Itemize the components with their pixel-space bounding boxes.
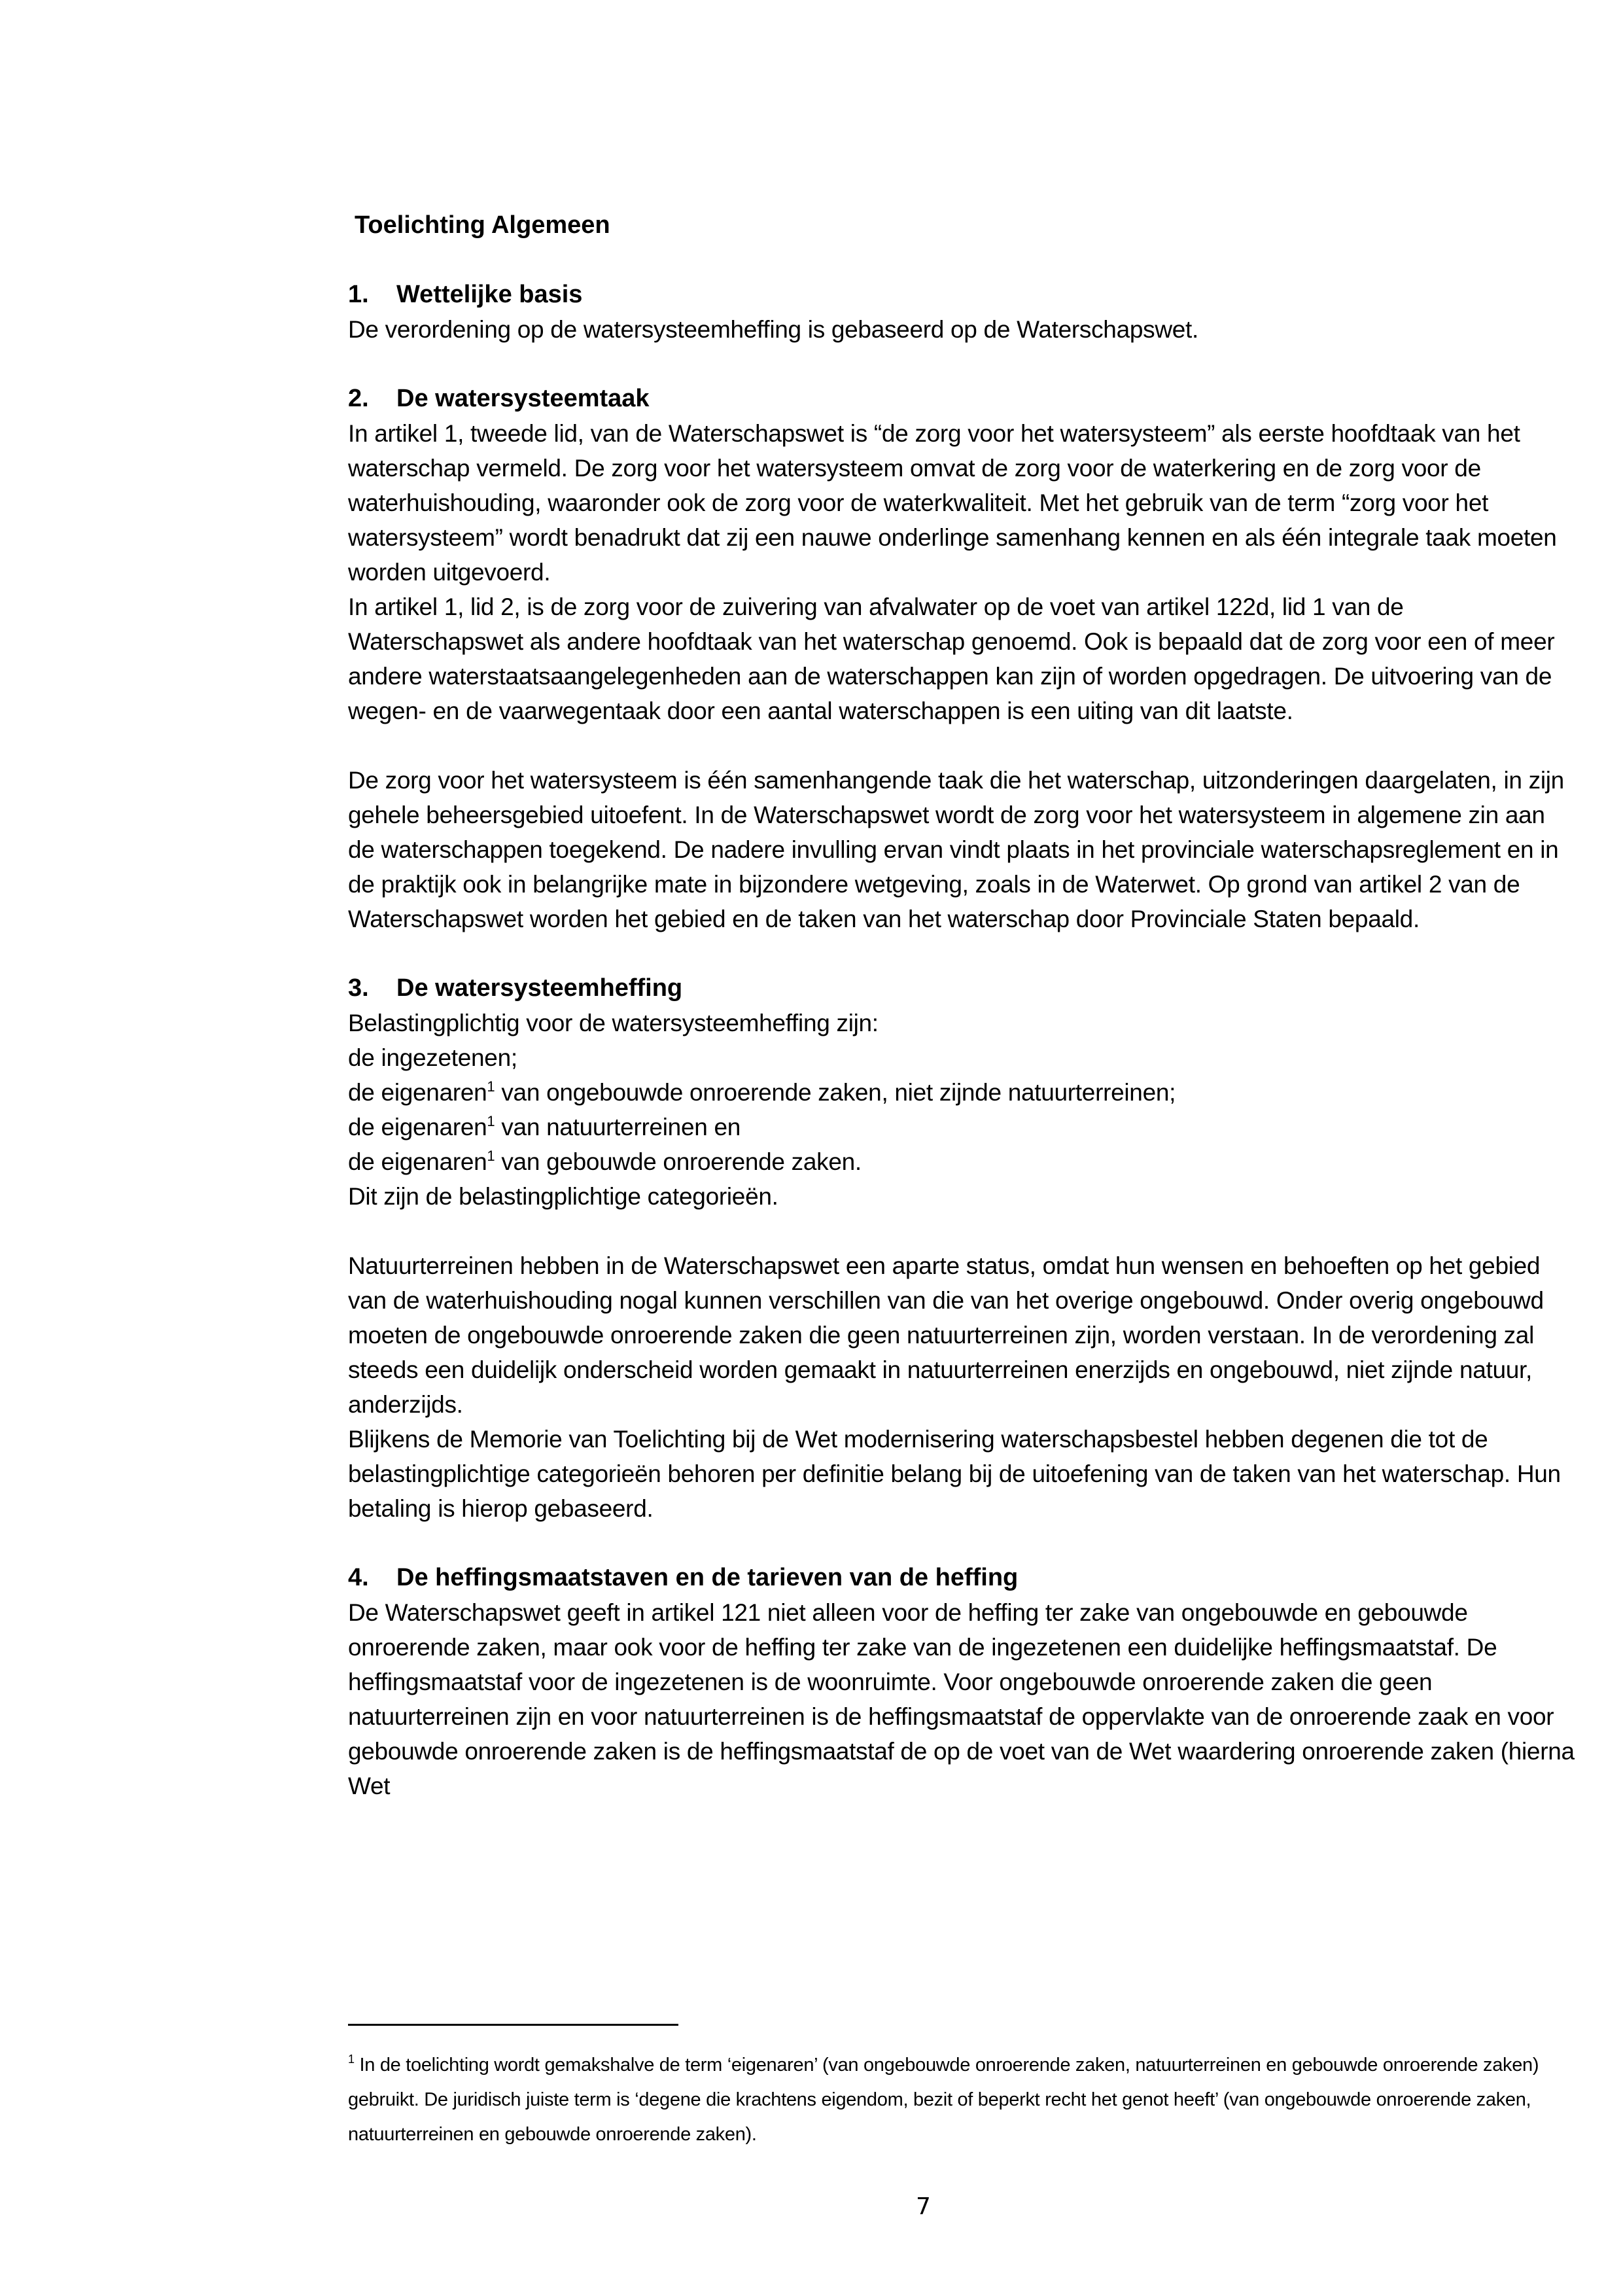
list-item-text: van gebouwde onroerende zaken. xyxy=(495,1148,862,1175)
section-watersysteemtaak xyxy=(348,381,1578,936)
paragraph: In artikel 1, lid 2, is de zorg voor de zuivering van afvalwater op de voet van artikel 122d, lid 1 van de Waterschapswet als andere hoofdtaak van het waterschap genoemd. Ook is bepaald dat de zorg voor een of meer andere waterstaatsaangelegenheden aan de waterschappen kan zijn of worden opgedragen. De uitvoering van de wegen- en de vaarwegentaak door een aantal waterschappen is een uiting van dit laatste. xyxy=(348,593,1555,724)
list-item-text: de ingezetenen; xyxy=(348,1044,517,1071)
spacer xyxy=(348,1214,1578,1248)
list-item xyxy=(348,1075,1578,1110)
footnote-reference[interactable]: 1 xyxy=(487,1113,495,1129)
section-number: 2. xyxy=(348,385,369,412)
document-title: Toelichting Algemeen xyxy=(355,211,610,239)
taxpayer-category-list xyxy=(348,1040,1578,1179)
paragraph: De verordening op de watersysteemheffing is gebaseerd op de Waterschapswet. xyxy=(348,316,1198,343)
section-heading xyxy=(348,971,1578,1006)
footnote-reference[interactable]: 1 xyxy=(487,1148,495,1164)
document-page xyxy=(348,208,1578,1803)
list-item xyxy=(348,1110,1578,1144)
page-number: 7 xyxy=(916,2193,931,2220)
section-heading xyxy=(348,381,1578,416)
section-heading xyxy=(348,277,1578,312)
paragraph: De Waterschapswet geeft in artikel 121 niet alleen voor de heffing ter zake van ongebouwde en gebouwde onroerende zaken, maar ook voor de heffing ter zake van de ingezetenen een duidelijke heffingsmaatstaf. De heffingsmaatstaf voor de ingezetenen is de woonruimte. Voor ongebouwde onroerende zaken die geen natuurterreinen zijn en voor natuurterreinen is de heffingsmaatstaf de oppervlakte van de onroerende zaak en voor gebouwde onroerende zaken is de heffingsmaatstaf de op de voet van de Wet waardering onroerende zaken (hierna Wet xyxy=(348,1599,1575,1799)
paragraph: Blijkens de Memorie van Toelichting bij de Wet modernisering waterschapsbestel hebben degenen die tot de belastingplichtige categorieën behoren per definitie belang bij de uitoefening van de taken van het waterschap. Hun betaling is hierop gebaseerd. xyxy=(348,1426,1561,1522)
spacer xyxy=(348,347,1578,381)
footnote-text: In de toelichting wordt gemakshalve de term ‘eigenaren’ (van ongebouwde onroerende zaken, natuurterreinen en gebouwde onroerende zaken) gebruikt. De juridisch juiste term is ‘degene die krachtens eigendom, bezit of beperkt recht het genot heeft’ (van ongebouwde onroerende zaken, natuurterreinen en gebouwde onroerende zaken). xyxy=(348,2055,1539,2145)
spacer xyxy=(348,1526,1578,1561)
list-outro: Dit zijn de belastingplichtige categorieën. xyxy=(348,1183,778,1210)
section-number: 4. xyxy=(348,1564,369,1591)
list-item-text: van ongebouwde onroerende zaken, niet zijnde natuurterreinen; xyxy=(495,1079,1176,1106)
spacer xyxy=(348,936,1578,971)
section-number: 1. xyxy=(348,281,369,308)
spacer xyxy=(348,728,1578,763)
footnote-marker: 1 xyxy=(348,2053,355,2066)
section-heading xyxy=(348,1561,1578,1595)
paragraph: De zorg voor het watersysteem is één samenhangende taak die het waterschap, uitzonderingen daargelaten, in zijn gehele beheersgebied uitoefent. In de Waterschapswet wordt de zorg voor het watersysteem in algemene zin aan de waterschappen toegekend. De nadere invulling ervan vindt plaats in het provinciale waterschapsreglement en in de praktijk ook in belangrijke mate in bijzondere wetgeving, zoals in de Waterwet. Op grond van artikel 2 van de Waterschapswet worden het gebied en de taken van het waterschap door Provinciale Staten bepaald. xyxy=(348,767,1564,932)
section-title: Wettelijke basis xyxy=(396,281,583,308)
list-intro: Belastingplichtig voor de watersysteemheffing zijn: xyxy=(348,1010,879,1036)
list-item-text: van natuurterreinen en xyxy=(495,1114,741,1140)
paragraph: Natuurterreinen hebben in de Waterschapswet een aparte status, omdat hun wensen en behoeften op het gebied van de waterhuishouding nogal kunnen verschillen van die van het overige ongebouwd. Onder overig ongebouwd moeten de ongebouwde onroerende zaken die geen natuurterreinen zijn, worden verstaan. In de verordening zal steeds een duidelijk onderscheid worden gemaakt in natuurterreinen enerzijds en ongebouwd, niet zijnde natuur, anderzijds. xyxy=(348,1252,1544,1418)
list-item xyxy=(348,1144,1578,1179)
footnote-reference[interactable]: 1 xyxy=(487,1078,495,1095)
list-item-text: de eigenaren xyxy=(348,1114,487,1140)
paragraph: In artikel 1, tweede lid, van de Waterschapswet is “de zorg voor het watersysteem” als eerste hoofdtaak van het waterschap vermeld. De zorg voor het watersysteem omvat de zorg voor de waterkering en de zorg voor de waterhuishouding, waaronder ook de zorg voor de waterkwaliteit. Met het gebruik van de term “zorg voor het watersysteem” wordt benadrukt dat zij een nauwe onderlinge samenhang kennen en als één integrale taak moeten worden uitgevoerd. xyxy=(348,420,1557,586)
section-wettelijke-basis xyxy=(348,277,1578,347)
footnote xyxy=(348,2048,1552,2152)
section-title: De heffingsmaatstaven en de tarieven van de heffing xyxy=(396,1564,1019,1591)
footnote-separator xyxy=(348,2024,678,2026)
list-item xyxy=(348,1040,1578,1075)
section-number: 3. xyxy=(348,974,369,1002)
list-item-text: de eigenaren xyxy=(348,1148,487,1175)
section-heffingsmaatstaven xyxy=(348,1561,1578,1803)
section-title: De watersysteemheffing xyxy=(396,974,683,1002)
section-watersysteemheffing xyxy=(348,971,1578,1526)
section-title: De watersysteemtaak xyxy=(396,385,650,412)
list-item-text: de eigenaren xyxy=(348,1079,487,1106)
